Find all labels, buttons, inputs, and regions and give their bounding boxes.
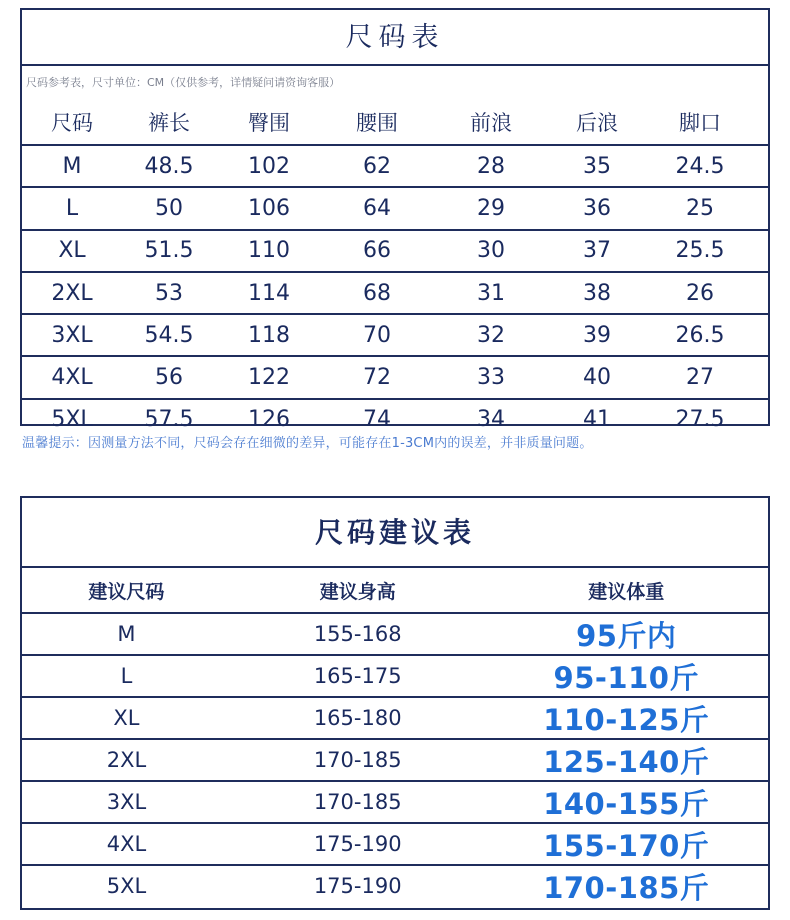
header-cell: 后浪 [576,111,618,135]
recommended-height-cell: 165-180 [313,706,402,730]
measurement-cell: 64 [363,195,391,221]
size-chart-body [22,144,768,440]
measurement-cell: 41 [583,407,611,433]
measurement-cell: 57.5 [144,407,194,433]
recommend-chart-body [22,612,768,906]
size-label-cell: XL [58,238,86,264]
table-row [22,186,768,228]
measurement-cell: 33 [477,365,505,391]
table-row [22,864,768,906]
table-row [22,271,768,313]
measurement-cell: 30 [477,238,505,264]
header-cell: 裤长 [148,111,190,135]
measurement-cell: 68 [363,280,391,306]
recommended-size-cell: 2XL [106,748,147,772]
table-row [22,355,768,397]
table-row [22,313,768,355]
recommended-weight-cell: 155-170斤 [543,828,710,863]
recommended-size-cell: 4XL [106,832,147,856]
recommended-height-cell: 175-190 [313,832,402,856]
measurement-cell: 72 [363,365,391,391]
size-chart-note: 尺码参考表，尺寸单位：CM（仅供参考，详情疑问请资询客服） [26,76,341,89]
measurement-cell: 56 [155,365,183,391]
measurement-cell: 25.5 [675,238,725,264]
measurement-cell: 70 [363,322,391,348]
size-label-cell: 5XL [51,407,93,433]
recommended-height-cell: 165-175 [313,664,402,688]
measurement-cell: 25 [686,195,714,221]
header-cell: 臀围 [248,111,290,135]
table-row [22,738,768,780]
measurement-cell: 62 [363,153,391,179]
recommended-height-cell: 170-185 [313,790,402,814]
header-cell: 建议体重 [588,580,665,603]
table-row [22,229,768,271]
table-row [22,612,768,654]
recommended-size-cell: L [120,664,133,688]
size-label-cell: 4XL [51,365,93,391]
measurement-cell: 66 [363,238,391,264]
recommended-size-cell: XL [113,706,140,730]
measurement-cell: 126 [248,407,290,433]
measurement-cell: 32 [477,322,505,348]
recommended-size-cell: M [117,622,136,646]
measurement-cell: 35 [583,153,611,179]
table-row [22,144,768,186]
recommended-height-cell: 170-185 [313,748,402,772]
table-row [22,822,768,864]
header-cell: 脚口 [679,111,721,135]
measurement-cell: 54.5 [144,322,194,348]
footnote: 温馨提示：因测量方法不同，尺码会存在细微的差异，可能存在1-3CM内的误差，并非质量问题。 [22,436,593,451]
measurement-cell: 118 [248,322,290,348]
recommended-weight-cell: 95-110斤 [553,660,699,695]
recommended-size-cell: 3XL [106,790,147,814]
size-chart-header-row [22,100,768,144]
recommend-chart-table [20,496,770,910]
header-cell: 建议身高 [319,580,396,603]
measurement-cell: 36 [583,195,611,221]
measurement-cell: 48.5 [144,153,194,179]
measurement-cell: 26 [686,280,714,306]
size-chart-title: 尺码表 [22,10,768,66]
measurement-cell: 26.5 [675,322,725,348]
size-label-cell: 2XL [51,280,93,306]
size-label-cell: L [65,195,79,221]
recommended-weight-cell: 140-155斤 [543,786,710,821]
measurement-cell: 24.5 [675,153,725,179]
measurement-cell: 37 [583,238,611,264]
table-row [22,696,768,738]
measurement-cell: 74 [363,407,391,433]
header-cell: 前浪 [470,111,512,135]
size-label-cell: 3XL [51,322,93,348]
recommended-height-cell: 155-168 [313,622,402,646]
measurement-cell: 34 [477,407,505,433]
size-label-cell: M [62,153,82,179]
recommended-weight-cell: 110-125斤 [543,702,710,737]
header-cell: 尺码 [51,111,93,135]
measurement-cell: 51.5 [144,238,194,264]
measurement-cell: 110 [248,238,290,264]
table-row [22,654,768,696]
table-row [22,780,768,822]
measurement-cell: 102 [248,153,290,179]
measurement-cell: 122 [248,365,290,391]
recommend-chart-title: 尺码建议表 [22,498,768,568]
measurement-cell: 40 [583,365,611,391]
measurement-cell: 106 [248,195,290,221]
recommended-weight-cell: 125-140斤 [543,744,710,779]
measurement-cell: 29 [477,195,505,221]
header-cell: 腰围 [356,111,398,135]
measurement-cell: 27.5 [675,407,725,433]
recommended-height-cell: 175-190 [313,874,402,898]
size-chart-table [20,8,770,433]
measurement-cell: 50 [155,195,183,221]
recommended-weight-cell: 95斤内 [576,618,677,653]
measurement-cell: 53 [155,280,183,306]
measurement-cell: 27 [686,365,714,391]
measurement-cell: 39 [583,322,611,348]
header-cell: 建议尺码 [88,580,165,603]
measurement-cell: 31 [477,280,505,306]
measurement-cell: 38 [583,280,611,306]
measurement-cell: 114 [248,280,290,306]
recommended-size-cell: 5XL [106,874,147,898]
recommended-weight-cell: 170-185斤 [543,870,710,905]
recommend-chart-header-row [22,568,768,612]
measurement-cell: 28 [477,153,505,179]
